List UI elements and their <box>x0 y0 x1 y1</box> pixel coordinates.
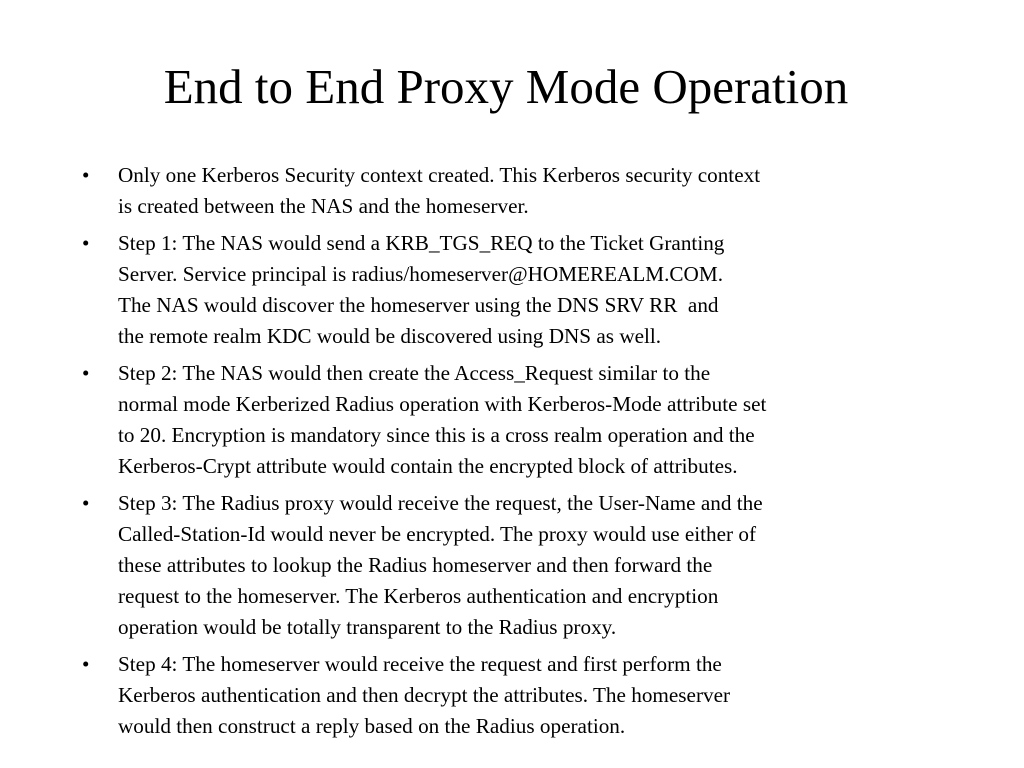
bullet-text-line: Step 4: The homeserver would receive the request and first perform the <box>118 652 722 676</box>
bullet-list <box>82 160 912 748</box>
bullet-text-line: Step 2: The NAS would then create the Access_Request similar to the <box>118 361 711 385</box>
bullet-text-line: operation would be totally transparent to the Radius proxy. <box>118 615 617 639</box>
bullet-text-line: Server. Service principal is radius/homeserver@HOMEREALM.COM. <box>118 262 723 286</box>
bullet-item <box>82 649 912 742</box>
bullet-text-line: is created between the NAS and the homeserver. <box>118 194 529 218</box>
bullet-text-line: to 20. Encryption is mandatory since this is a cross realm operation and the <box>118 423 755 447</box>
bullet-marker: • <box>82 361 90 385</box>
bullet-marker: • <box>82 231 90 255</box>
bullet-text-line: Kerberos authentication and then decrypt the attributes. The homeserver <box>118 683 731 707</box>
slide-title: End to End Proxy Mode Operation <box>163 59 849 114</box>
bullet-text-line: these attributes to lookup the Radius homeserver and then forward the <box>118 553 713 577</box>
bullet-text-line: request to the homeserver. The Kerberos authentication and encryption <box>118 584 719 608</box>
bullet-text-line: would then construct a reply based on the Radius operation. <box>118 714 626 738</box>
bullet-text-line: normal mode Kerberized Radius operation with Kerberos-Mode attribute set <box>118 392 767 416</box>
bullet-item <box>82 228 912 352</box>
bullet-text-line: Step 1: The NAS would send a KRB_TGS_REQ to the Ticket Granting <box>118 231 725 255</box>
bullet-item <box>82 160 912 222</box>
bullet-marker: • <box>82 163 90 187</box>
bullet-text-line: Only one Kerberos Security context created. This Kerberos security context <box>118 163 761 187</box>
bullet-text-line: the remote realm KDC would be discovered using DNS as well. <box>118 324 662 348</box>
bullet-item <box>82 488 912 643</box>
bullet-marker: • <box>82 491 90 515</box>
bullet-marker: • <box>82 652 90 676</box>
bullet-item <box>82 358 912 482</box>
bullet-text-line: Called-Station-Id would never be encrypted. The proxy would use either of <box>118 522 756 546</box>
bullet-text-line: Kerberos-Crypt attribute would contain the encrypted block of attributes. <box>118 454 738 478</box>
bullet-text-line: The NAS would discover the homeserver using the DNS SRV RR and <box>118 293 719 317</box>
bullet-text-line: Step 3: The Radius proxy would receive the request, the User-Name and the <box>118 491 763 515</box>
